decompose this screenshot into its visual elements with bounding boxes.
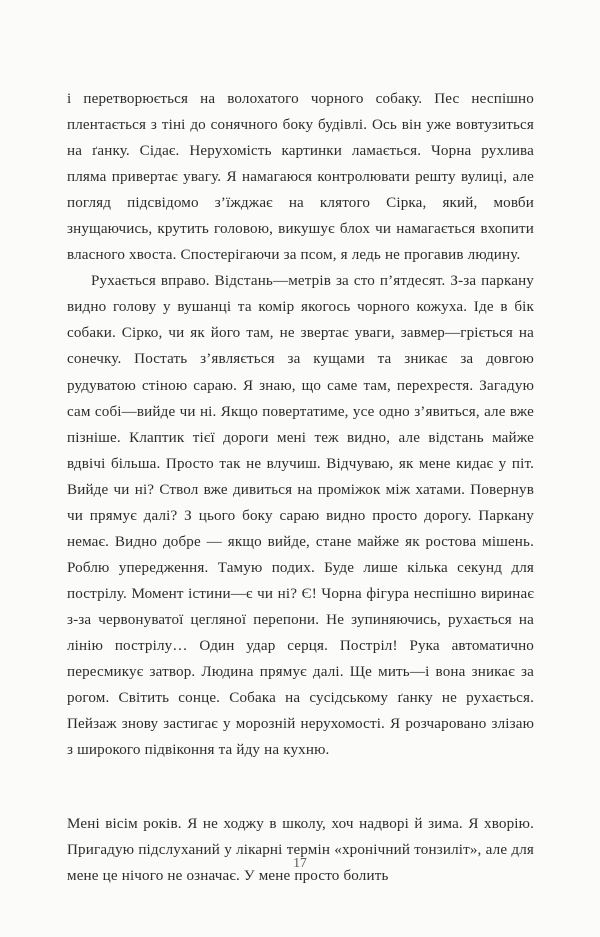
page-number: 17	[293, 855, 307, 870]
paragraph-2: Рухається вправо. Відстань—метрів за сто п’ятдесят. З-за паркану видно голову у вушанці та комір якогось чорного кожуха. Іде в бік собаки. Сірко, чи як його там, не звертає уваги, завмер—гріється на сонечку. Постать з’являється за кущами та зникає за довгою рудуватою стіною сараю. Я знаю, що саме там, перехрестя. Загадую сам собі—вийде чи ні. Якщо повертатиме, усе одно з’явиться, але вже пізніше. Клаптик тієї дороги мені теж видно, але відстань майже вдвічі більша. Просто так не влучиш. Відчуваю, як мене кидає у піт. Вийде чи ні? Ствол вже дивиться на проміжок між хатами. Повернув чи прямує далі? З цього боку сараю видно просто дорогу. Паркану немає. Видно добре — якщо вийде, стане майже як ростова мішень. Роблю упередження. Тамую подих. Буде лише кілька секунд для пострілу. Момент істини—є чи ні? Є! Чорна фігура неспішно виринає з-за червонуватої цегляної перепони. Не зупиняючись, рухається на лінію пострілу… Один удар серця. Постріл! Рука автоматично пересмикує затвор. Людина прямує далі. Ще мить—і вона зникає за рогом. Світить сонце. Собака на сусідському ґанку не рухається. Пейзаж знову застигає у морозній нерухомості. Я розчаровано злізаю з широкого підвіконня та йду на кухню.	[67, 273, 534, 759]
paragraph-3: Мені вісім років. Я не ходжу в школу, хоч надворі й зима. Я хворію. Пригадую підслуханий у лікарні термін «хронічний тонзиліт», але для мене це нічого не означає. У мене просто болить	[67, 816, 534, 885]
text-column	[67, 86, 534, 889]
section-break	[67, 763, 534, 811]
paragraph-1: і перетворюється на волохатого чорного собаку. Пес неспішно плентається з тіні до сонячного боку будівлі. Ось він уже вовтузиться на ґанку. Сідає. Нерухомість картинки ламається. Чорна рухлива пляма привертає увагу. Я намагаюся контролювати решту вулиці, але погляд підсвідомо з’їжджає на клятого Сірка, який, мовби знущаючись, крутить головою, викушує блох чи намагається вхопити власного хвоста. Спостерігаючи за псом, я ледь не прогавив людину.	[67, 91, 534, 264]
